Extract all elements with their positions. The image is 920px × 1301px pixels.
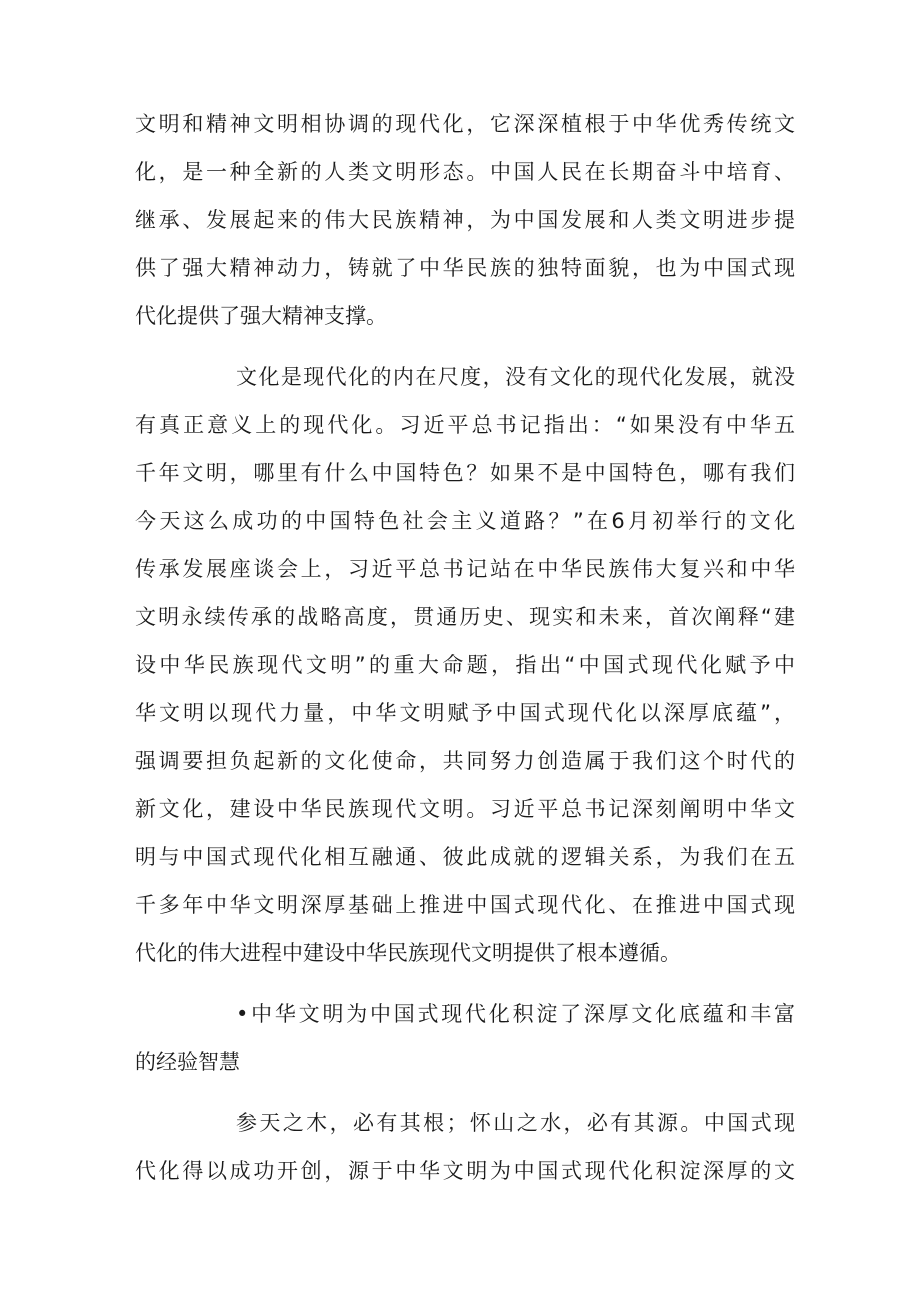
paragraph-1-line-1: 文明和精神文明相协调的现代化，它深深植根于中华优秀传统文: [135, 112, 795, 136]
paragraph-3-line-1: 参天之木，必有其根；怀山之水，必有其源。中国式现: [236, 1111, 795, 1135]
paragraph-2-line-1: 文化是现代化的内在尺度，没有文化的现代化发展，就没: [236, 365, 795, 389]
paragraph-2-line-3: 千年文明，哪里有什么中国特色？如果不是中国特色，哪有我们: [135, 461, 795, 485]
section-heading-line-1: •中华文明为中国式现代化积淀了深厚文化底蕴和丰富: [236, 1002, 795, 1026]
paragraph-2-line-5: 传承发展座谈会上，习近平总书记站在中华民族伟大复兴和中华: [135, 557, 795, 581]
paragraph-2-line-8: 华文明以现代力量，中华文明赋予中国式现代化以深厚底蕴”，: [135, 701, 795, 725]
paragraph-2-line-10: 新文化，建设中华民族现代文明。习近平总书记深刻阐明中华文: [135, 797, 795, 821]
paragraph-1-line-4: 供了强大精神动力，铸就了中华民族的独特面貌，也为中国式现: [135, 256, 795, 280]
paragraph-1-line-2: 化，是一种全新的人类文明形态。中国人民在长期奋斗中培育、: [135, 160, 795, 184]
paragraph-1-line-5: 代化提供了强大精神支撑。: [135, 304, 387, 328]
paragraph-2-line-4: 今天这么成功的中国特色社会主义道路？”在6月初举行的文化: [135, 509, 795, 533]
section-heading-line-2: 的经验智慧: [135, 1050, 240, 1074]
paragraph-2-line-7: 设中华民族现代文明”的重大命题，指出“中国式现代化赋予中: [135, 653, 795, 677]
paragraph-2-line-13: 代化的伟大进程中建设中华民族现代文明提供了根本遵循。: [135, 941, 681, 965]
paragraph-3-line-2: 代化得以成功开创，源于中华文明为中国式现代化积淀深厚的文: [135, 1159, 795, 1183]
paragraph-2-line-6: 文明永续传承的战略高度，贯通历史、现实和未来，首次阐释“建: [135, 605, 795, 629]
paragraph-2-line-12: 千多年中华文明深厚基础上推进中国式现代化、在推进中国式现: [135, 893, 795, 917]
paragraph-2-line-9: 强调要担负起新的文化使命，共同努力创造属于我们这个时代的: [135, 749, 795, 773]
paragraph-1-line-3: 继承、发展起来的伟大民族精神，为中国发展和人类文明进步提: [135, 208, 795, 232]
paragraph-2-line-2: 有真正意义上的现代化。习近平总书记指出：“如果没有中华五: [135, 413, 795, 437]
paragraph-2-line-11: 明与中国式现代化相互融通、彼此成就的逻辑关系，为我们在五: [135, 845, 795, 869]
